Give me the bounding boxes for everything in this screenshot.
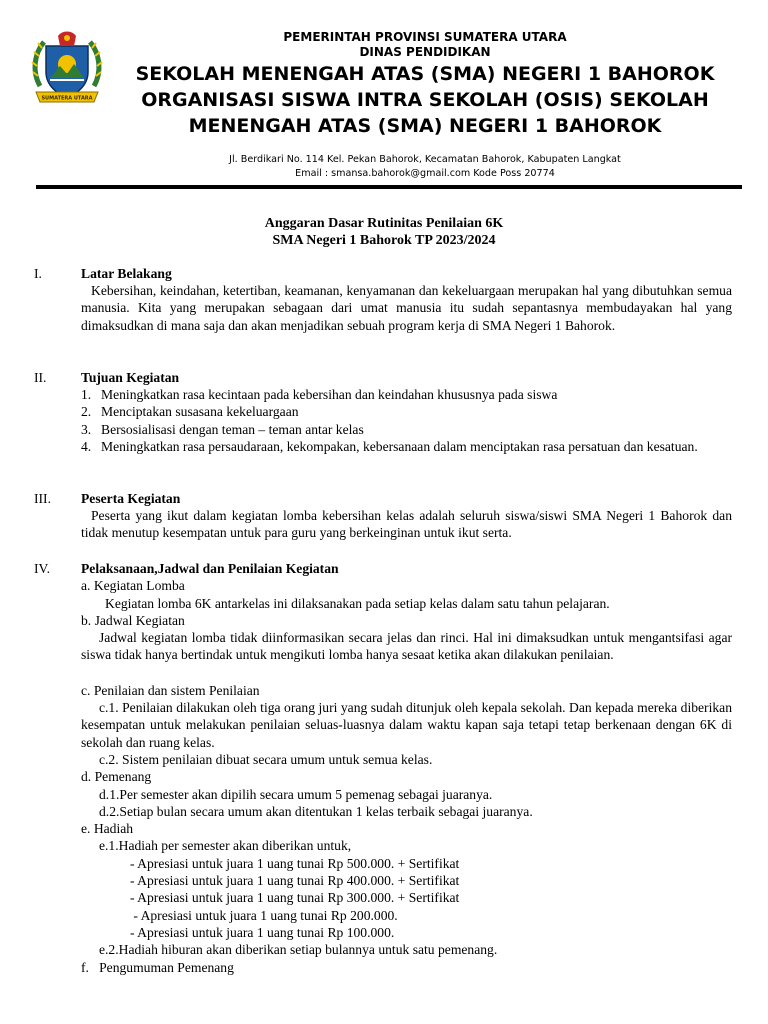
prize-item: - Apresiasi untuk juara 1 uang tunai Rp 100.000. bbox=[130, 925, 395, 940]
section-number: II. bbox=[34, 370, 47, 385]
subsection-text: e.1.Hadiah per semester akan diberikan untuk, bbox=[99, 838, 352, 853]
letterhead-contact: Email : smansa.bahorok@gmail.com Kode Poss 20774 bbox=[295, 168, 555, 179]
list-item: 3. Bersosialisasi dengan teman – teman antar kelas bbox=[81, 421, 364, 437]
section-title: Peserta Kegiatan bbox=[81, 491, 181, 506]
provincial-emblem-logo bbox=[30, 28, 104, 108]
title-line: Anggaran Dasar Rutinitas Penilaian 6K bbox=[264, 216, 504, 231]
subsection-label: b. Jadwal Kegiatan bbox=[81, 613, 185, 628]
prize-item: - Apresiasi untuk juara 1 uang tunai Rp 400.000. + Sertifikat bbox=[130, 873, 460, 888]
list-item: 4. Meningkatkan rasa persaudaraan, kekompakan, kebersanaan dalam menciptakan rasa persatuan dan kesatuan. bbox=[81, 439, 698, 455]
letterhead-government: PEMERINTAH PROVINSI SUMATERA UTARA bbox=[283, 30, 567, 44]
list-item: 2. Menciptakan susasana kekeluargaan bbox=[81, 404, 299, 420]
subsection-label: d. Pemenang bbox=[81, 769, 152, 784]
prize-item: - Apresiasi untuk juara 1 uang tunai Rp 200.000. bbox=[130, 908, 398, 923]
subsection-label: e. Hadiah bbox=[81, 821, 134, 836]
school-name-line: ORGANISASI SISWA INTRA SEKOLAH (OSIS) SEKOLAH bbox=[141, 89, 709, 111]
section-paragraph: Kebersihan, keindahan, ketertiban, keamanan, kenyamanan dan kekeluargaan merupakan hal yang dibutuhkan semua manusia. Kita yang merupakan sebagaan dari umat manusia itu sudah sepantasnya membudayakan hal yang dimaksudkan di mana saja dan akan menjadikan sebuah program kerja di SMA Negeri 1 Bahorok. bbox=[81, 283, 732, 333]
letterhead-address-block bbox=[110, 153, 740, 181]
title-line: SMA Negeri 1 Bahorok TP 2023/2024 bbox=[272, 232, 496, 248]
letterhead-divider bbox=[36, 185, 742, 189]
list-item: 1. Meningkatkan rasa kecintaan pada kebersihan dan keindahan khususnya pada siswa bbox=[81, 387, 558, 402]
document-title bbox=[0, 216, 768, 249]
section-title: Tujuan Kegiatan bbox=[81, 370, 180, 385]
objectives-list bbox=[81, 386, 732, 456]
subsection-text: Kegiatan lomba 6K antarkelas ini dilaksanakan pada setiap kelas dalam satu tahun pelajaran. bbox=[105, 596, 610, 611]
letterhead-department: DINAS PENDIDIKAN bbox=[359, 45, 491, 59]
letterhead-address: Jl. Berdikari No. 114 Kel. Pekan Bahorok, Kecamatan Bahorok, Kabupaten Langkat bbox=[229, 154, 621, 165]
letterhead-school-name bbox=[110, 61, 740, 139]
school-name-line: MENENGAH ATAS (SMA) NEGERI 1 BAHOROK bbox=[188, 115, 662, 137]
section-number: I. bbox=[34, 266, 42, 281]
subsection-label: a. Kegiatan Lomba bbox=[81, 578, 185, 593]
prize-item: - Apresiasi untuk juara 1 uang tunai Rp 300.000. + Sertifikat bbox=[130, 890, 460, 905]
subsection-text: c.1. Penilaian dilakukan oleh tiga orang juri yang sudah ditunjuk oleh kepala sekolah. Dan kepada mereka diberikan kesempatan untuk melakukan penilaian seluas-luasnya dalam waktu kapan saja tetapi tetap berkenaan dengan 6K di sekolah dan ruang kelas. bbox=[81, 700, 732, 750]
subsection-text: d.1.Per semester akan dipilih secara umum 5 pemenag sebagai juaranya. bbox=[99, 787, 493, 802]
school-name-line: SEKOLAH MENENGAH ATAS (SMA) NEGERI 1 BAHOROK bbox=[135, 63, 715, 85]
subsection-text: c.2. Sistem penilaian dibuat secara umum untuk semua kelas. bbox=[99, 752, 433, 767]
section-number: III. bbox=[34, 491, 51, 506]
subsection-text: e.2.Hadiah hiburan akan diberikan setiap bulannya untuk satu pemenang. bbox=[99, 942, 498, 957]
letterhead bbox=[110, 30, 740, 181]
subsection-label: f. Pengumuman Pemenang bbox=[81, 960, 234, 975]
section-title: Pelaksanaan,Jadwal dan Penilaian Kegiatan bbox=[81, 561, 339, 576]
subsection-text: d.2.Setiap bulan secara umum akan ditentukan 1 kelas terbaik sebagai juaranya. bbox=[99, 804, 533, 819]
prize-item: - Apresiasi untuk juara 1 uang tunai Rp 500.000. + Sertifikat bbox=[130, 856, 460, 871]
subsection-text: Jadwal kegiatan lomba tidak diinformasikan secara jelas dan rinci. Hal ini dimaksudkan untuk mengantsifasi agar siswa tidak hanya bertindak untuk mengikuti lomba hanya sesaat ketika akan dilakukan penilaian. bbox=[81, 630, 732, 663]
section-number: IV. bbox=[34, 561, 50, 576]
section-paragraph: Peserta yang ikut dalam kegiatan lomba kebersihan kelas adalah seluruh siswa/siswi SMA Negeri 1 Bahorok dan tidak menutup kesempatan untuk para guru yang berkeinginan untuk ikut serta. bbox=[81, 508, 732, 541]
section-title: Latar Belakang bbox=[81, 266, 172, 281]
logo-banner-text: SUMATERA UTARA bbox=[41, 95, 93, 102]
subsection-label: c. Penilaian dan sistem Penilaian bbox=[81, 683, 260, 698]
